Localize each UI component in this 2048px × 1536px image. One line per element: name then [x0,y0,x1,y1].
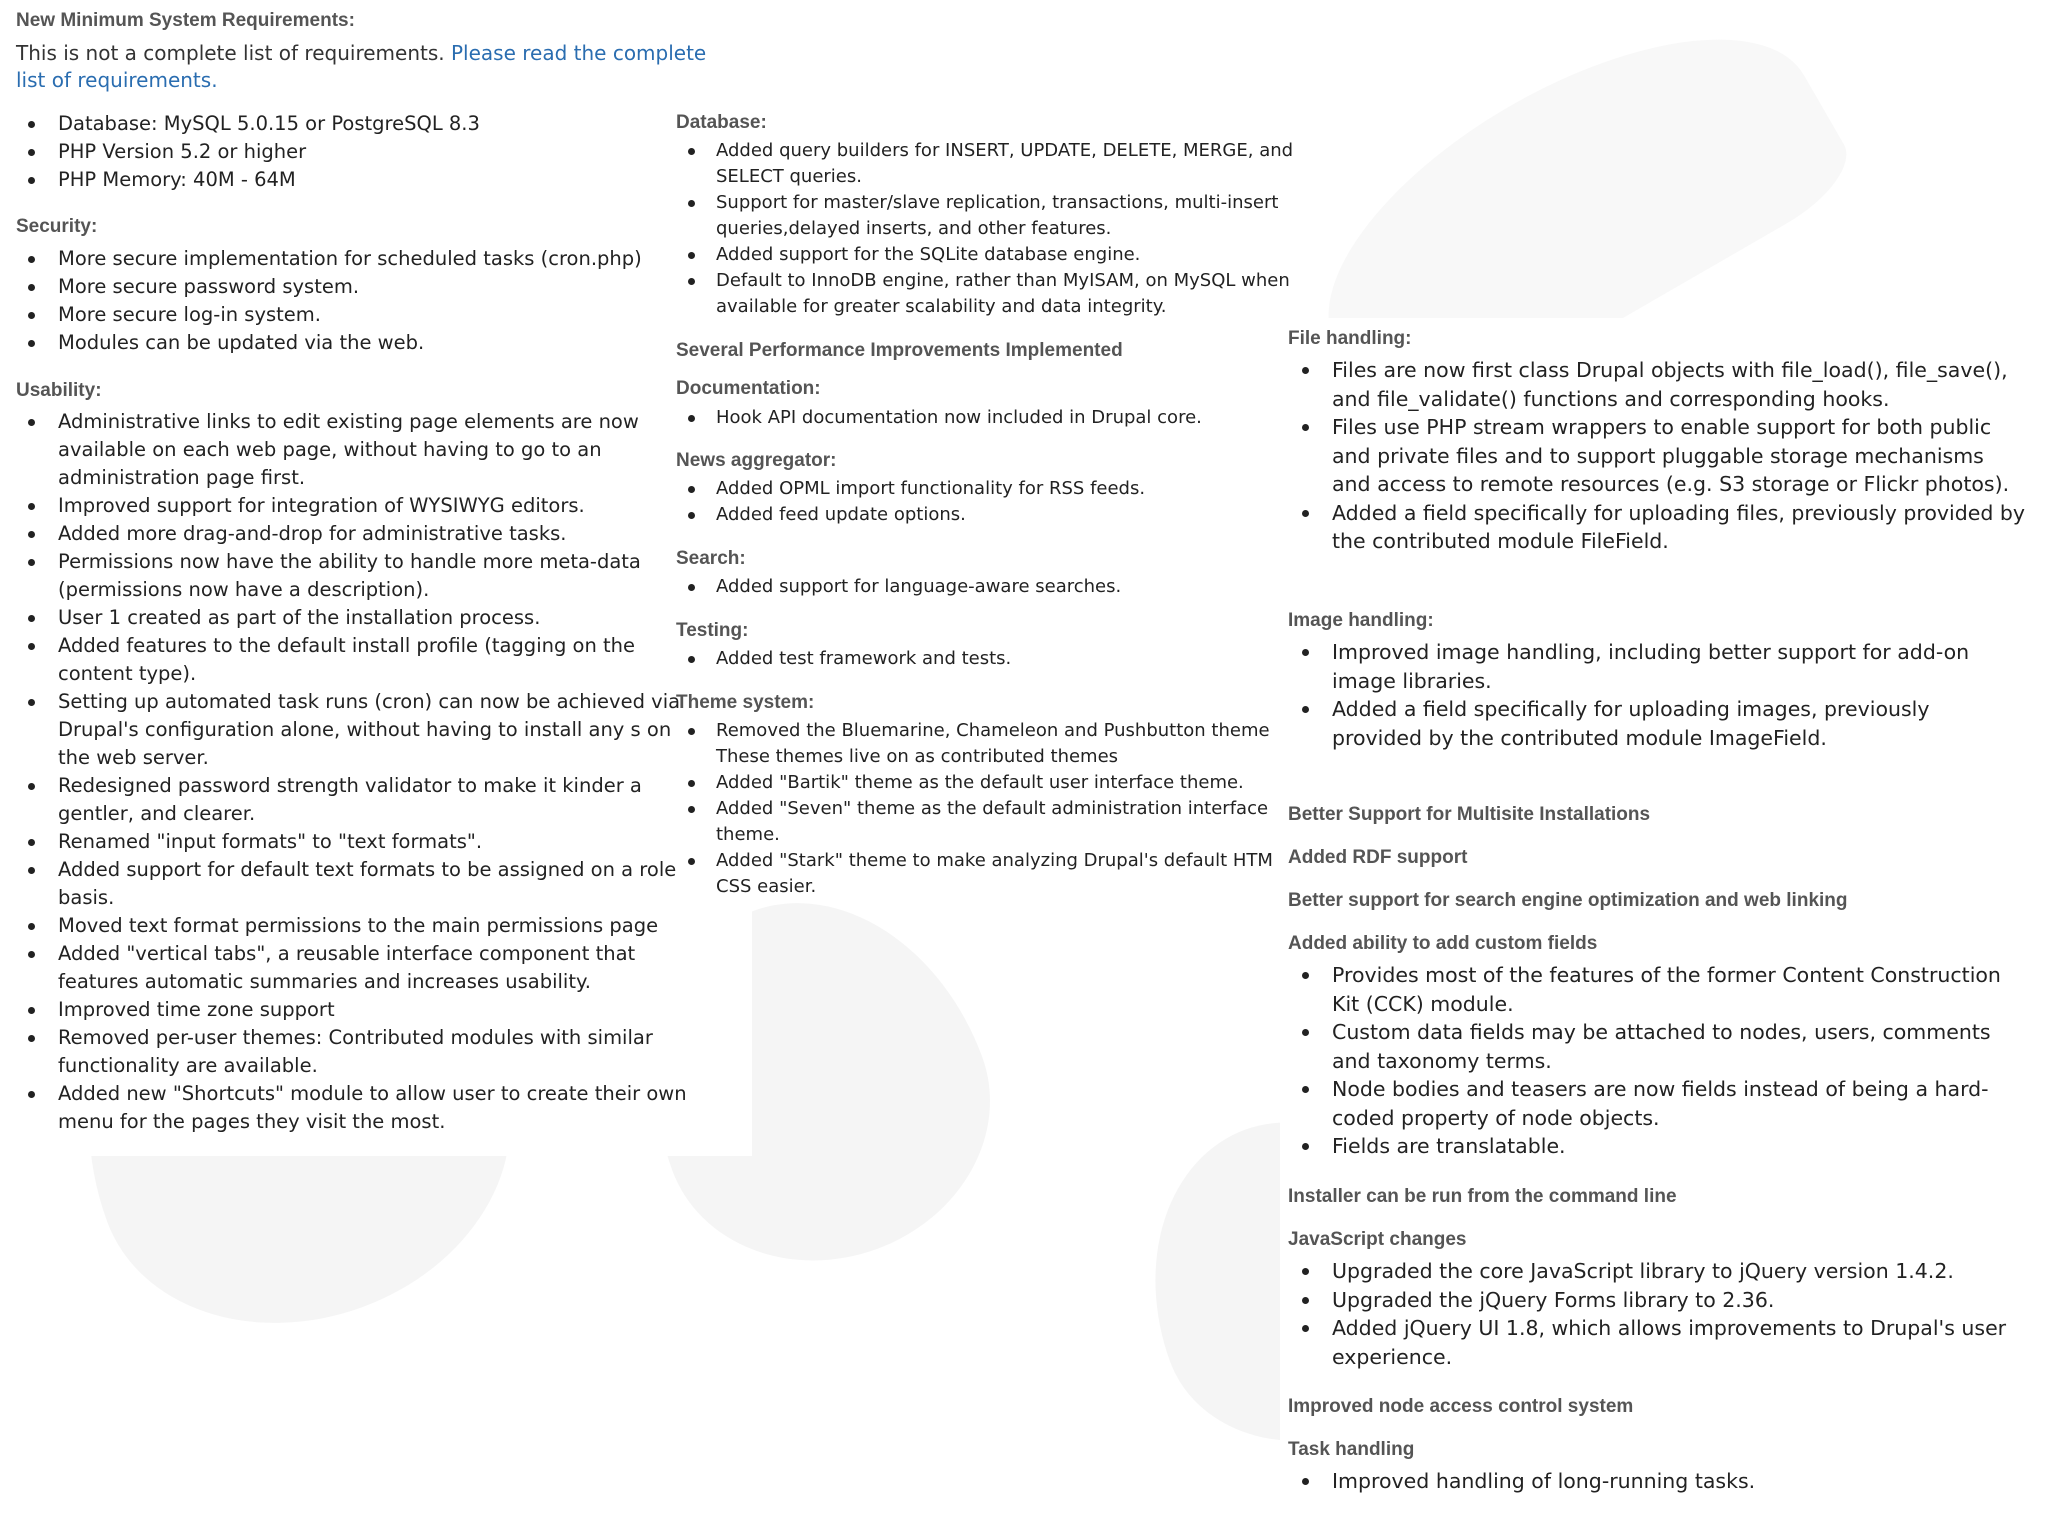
list-item: PHP Version 5.2 or higher [16,138,716,166]
list-item: Added support for language-aware searches. [676,574,1296,600]
list-item: More secure log-in system. [16,301,716,329]
testing-heading: Testing: [676,620,749,641]
column-database-theme [668,108,1328,908]
requirements-list [16,110,716,194]
list-item: Added query builders for INSERT, UPDATE, DELETE, MERGE, and SELECT queries. [676,138,1316,190]
list-item: Files use PHP stream wrappers to enable support for both public and private files and to support pluggable storage mechanisms and access to remote resources (e.g. S3 storage or Flickr photos). [1288,413,2028,499]
list-item: Permissions now have the ability to handle more meta-data (permissions now have a description). [16,548,688,604]
list-item: Improved support for integration of WYSIWYG editors. [16,492,688,520]
performance-heading: Several Performance Improvements Implemented [676,340,1123,361]
list-item: More secure implementation for scheduled tasks (cron.php) [16,245,716,273]
list-item: Added more drag-and-drop for administrative tasks. [16,520,688,548]
custom-fields-heading: Added ability to add custom fields [1288,933,1598,954]
list-item: More secure password system. [16,273,716,301]
usability-list [16,408,688,1136]
search-list [676,574,1296,600]
list-item: Added new "Shortcuts" module to allow user to create their own menu for the pages they visit the most. [16,1080,688,1136]
list-item: Added features to the default install profile (tagging on the content type). [16,632,688,688]
list-item: Default to InnoDB engine, rather than MyISAM, on MySQL when available for greater scalability and data integrity. [676,268,1316,320]
list-item: Added "Seven" theme as the default administration interface theme. [676,796,1286,848]
news-heading: News aggregator: [676,450,837,471]
news-list [676,476,1296,528]
security-heading: Security: [16,216,98,237]
database-heading: Database: [676,112,767,133]
list-item: Added "Bartik" theme as the default user interface theme. [676,770,1286,796]
installer-heading: Installer can be run from the command line [1288,1186,1677,1207]
list-item: Redesigned password strength validator to make it kinder a gentler, and clearer. [16,772,688,828]
list-item: Added feed update options. [676,502,1296,528]
javascript-list [1288,1257,2028,1371]
list-item: Files are now first class Drupal objects with file_load(), file_save(), and file_validate() functions and corresponding hooks. [1288,356,2028,413]
list-item: Upgraded the jQuery Forms library to 2.36. [1288,1286,2028,1315]
list-item: Improved image handling, including better support for add-on image libraries. [1288,638,2008,695]
theme-heading: Theme system: [676,692,815,713]
list-item: Moved text format permissions to the main permissions page [16,912,688,940]
list-item: Upgraded the core JavaScript library to jQuery version 1.4.2. [1288,1257,2028,1286]
rdf-heading: Added RDF support [1288,847,1468,868]
database-list [676,138,1316,320]
documentation-heading: Documentation: [676,378,821,399]
testing-list [676,646,1296,672]
javascript-heading: JavaScript changes [1288,1229,1467,1250]
list-item: Added a field specifically for uploading images, previously provided by the contributed module ImageField. [1288,695,2008,752]
security-list [16,245,716,357]
list-item: Added "vertical tabs", a reusable interface component that features automatic summaries and increases usability. [16,940,688,996]
requirements-link[interactable]: Please read the complete list of requirements. [16,41,707,92]
list-item: Improved time zone support [16,996,688,1024]
file-handling-list [1288,356,2028,556]
list-item: Added support for default text formats to be assigned on a role basis. [16,856,688,912]
image-handling-heading: Image handling: [1288,610,1434,631]
list-item: Hook API documentation now included in Drupal core. [676,405,1296,431]
list-item: Support for master/slave replication, transactions, multi-insert queries,delayed inserts, and other features. [676,190,1316,242]
list-item: PHP Memory: 40M - 64M [16,166,716,194]
list-item: Custom data fields may be attached to nodes, users, comments and taxonomy terms. [1288,1018,2028,1075]
search-heading: Search: [676,548,746,569]
list-item: Removed the Bluemarine, Chameleon and Pushbutton theme These themes live on as contributed themes [676,718,1286,770]
custom-fields-list [1288,961,2028,1161]
list-item: Added OPML import functionality for RSS feeds. [676,476,1296,502]
list-item: Database: MySQL 5.0.15 or PostgreSQL 8.3 [16,110,716,138]
column-files-fields [1280,318,2048,1536]
list-item: Fields are translatable. [1288,1132,2028,1161]
list-item: Modules can be updated via the web. [16,329,716,357]
usability-heading: Usability: [16,380,102,401]
list-item: Node bodies and teasers are now fields instead of being a hard-coded property of node objects. [1288,1075,2028,1132]
node-access-heading: Improved node access control system [1288,1396,1634,1417]
image-handling-list [1288,638,2008,752]
requirements-heading: New Minimum System Requirements: [16,10,355,31]
intro-text: This is not a complete list of requirements. [16,41,451,65]
list-item: Added support for the SQLite database engine. [676,242,1316,268]
list-item: Provides most of the features of the former Content Construction Kit (CCK) module. [1288,961,2028,1018]
list-item: Added a field specifically for uploading files, previously provided by the contributed module FileField. [1288,499,2028,556]
task-handling-heading: Task handling [1288,1439,1415,1460]
list-item: User 1 created as part of the installation process. [16,604,688,632]
file-handling-heading: File handling: [1288,328,1412,349]
list-item: Renamed "input formats" to "text formats". [16,828,688,856]
list-item: Added test framework and tests. [676,646,1296,672]
theme-list [676,718,1286,900]
column-requirements-usability [0,0,752,1156]
requirements-intro [16,40,726,94]
list-item: Added jQuery UI 1.8, which allows improvements to Drupal's user experience. [1288,1314,2028,1371]
task-handling-list [1288,1467,2028,1496]
seo-heading: Better support for search engine optimization and web linking [1288,890,1848,911]
list-item: Improved handling of long-running tasks. [1288,1467,2028,1496]
list-item: Setting up automated task runs (cron) can now be achieved via Drupal's configuration alone, without having to install any s on the web server. [16,688,688,772]
multisite-heading: Better Support for Multisite Installations [1288,804,1651,825]
list-item: Removed per-user themes: Contributed modules with similar functionality are available. [16,1024,688,1080]
list-item: Added "Stark" theme to make analyzing Drupal's default HTM CSS easier. [676,848,1286,900]
list-item: Administrative links to edit existing page elements are now available on each web page, without having to go to an administration page first. [16,408,688,492]
documentation-list [676,405,1296,431]
